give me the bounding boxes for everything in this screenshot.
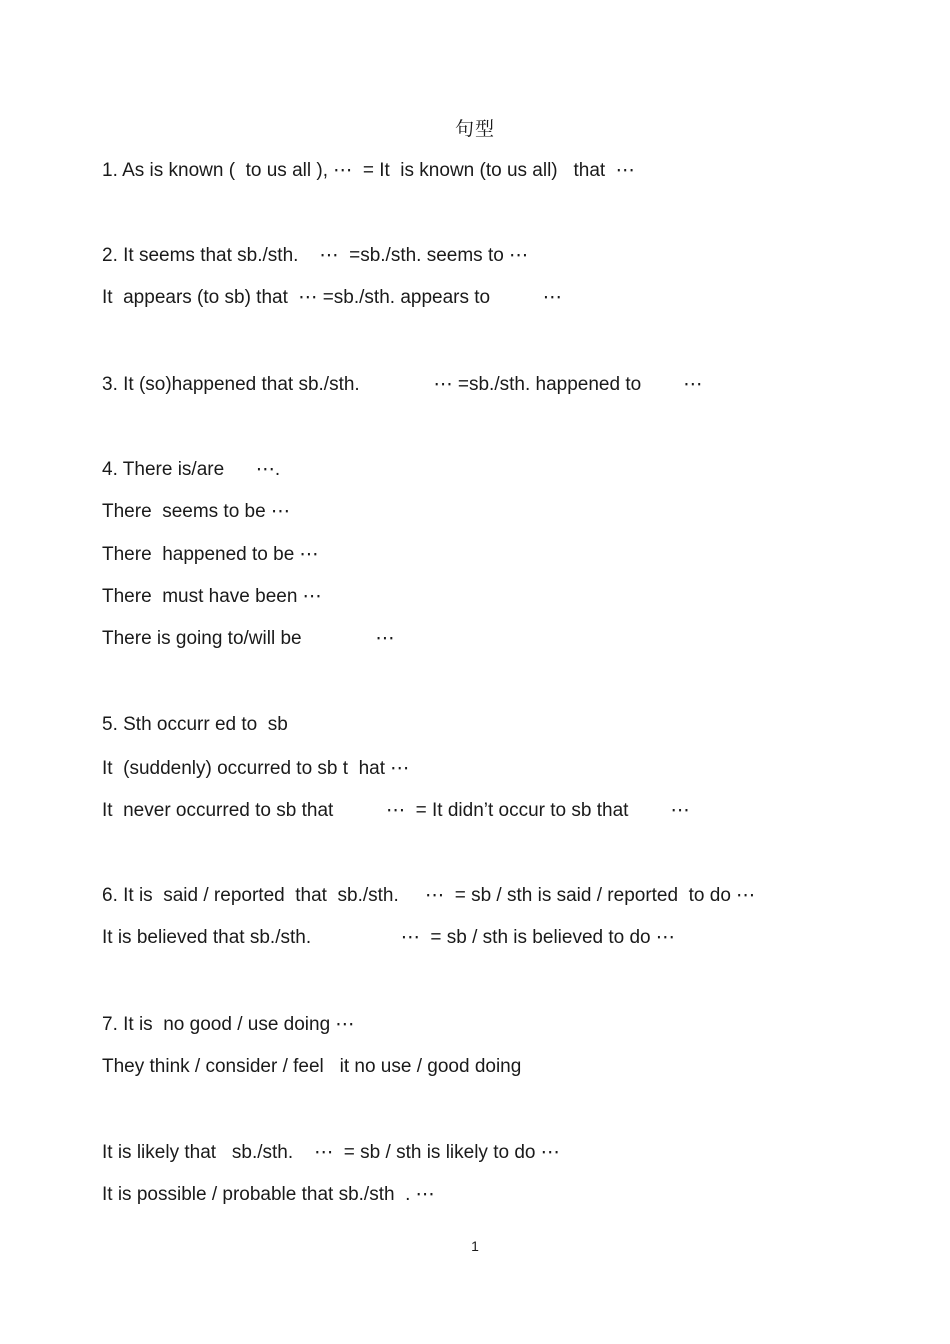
pattern-line-16: They think / consider / feel it no use / good doing [102, 1056, 522, 1077]
pattern-line-8: There must have been ⋯ [102, 586, 322, 607]
pattern-line-18: It is possible / probable that sb./sth . ⋯ [102, 1184, 435, 1205]
page-number: 1 [471, 1238, 479, 1254]
pattern-line-10: 5. Sth occurr ed to sb [102, 714, 288, 735]
pattern-line-11: It (suddenly) occurred to sb t hat ⋯ [102, 758, 410, 779]
pattern-line-7: There happened to be ⋯ [102, 544, 319, 565]
pattern-line-3: It appears (to sb) that ⋯ =sb./sth. appears to ⋯ [102, 287, 562, 308]
pattern-line-14: It is believed that sb./sth. ⋯ = sb / sth is believed to do ⋯ [102, 927, 675, 948]
pattern-line-6: There seems to be ⋯ [102, 501, 290, 522]
pattern-line-13: 6. It is said / reported that sb./sth. ⋯ = sb / sth is said / reported to do ⋯ [102, 885, 756, 906]
pattern-line-2: 2. It seems that sb./sth. ⋯ =sb./sth. seems to ⋯ [102, 245, 529, 266]
pattern-line-15: 7. It is no good / use doing ⋯ [102, 1014, 355, 1035]
pattern-line-1: 1. As is known ( to us all ), ⋯ = It is known (to us all) that ⋯ [102, 160, 635, 181]
pattern-line-5: 4. There is/are ⋯. [102, 459, 281, 480]
page-title: 句型 [454, 118, 495, 140]
pattern-line-4: 3. It (so)happened that sb./sth. ⋯ =sb./sth. happened to ⋯ [102, 374, 703, 395]
pattern-line-12: It never occurred to sb that ⋯ = It didn’t occur to sb that ⋯ [102, 800, 690, 821]
pattern-line-17: It is likely that sb./sth. ⋯ = sb / sth is likely to do ⋯ [102, 1142, 560, 1163]
pattern-line-9: There is going to/will be ⋯ [102, 628, 395, 649]
